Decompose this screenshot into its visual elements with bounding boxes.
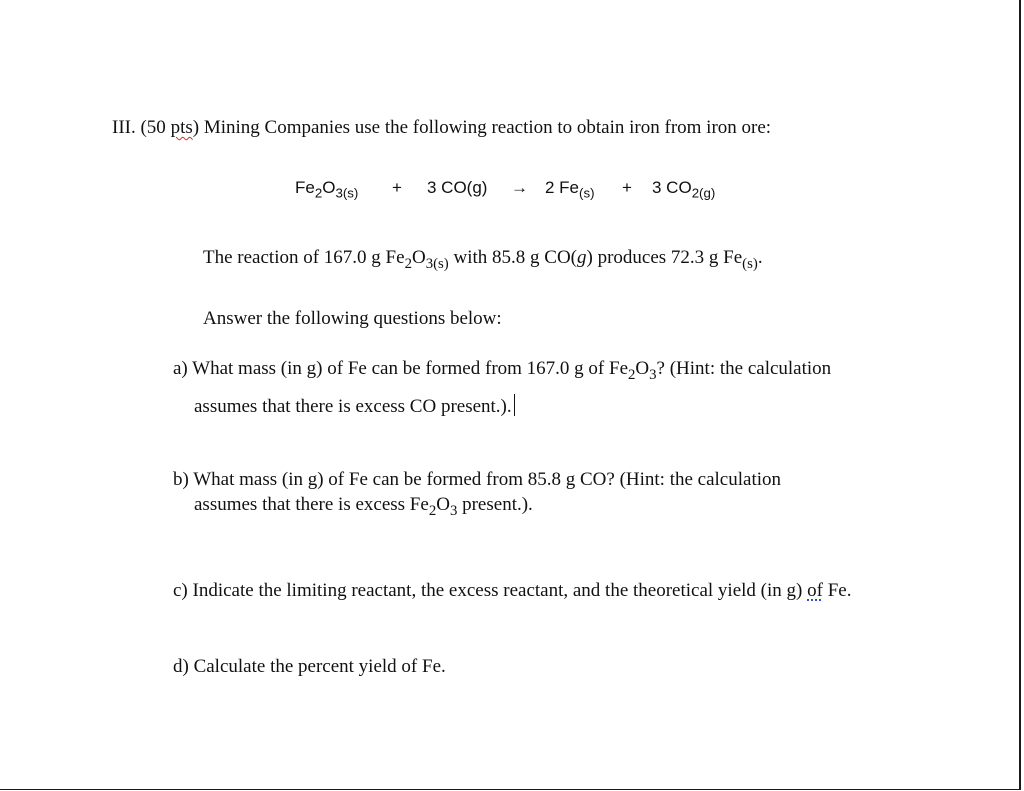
given-data: The reaction of 167.0 g $Fe_2O_{3(s)}$ with 85.8 g CO(g) produces 72.3 g $Fe_{(s)}$.	[203, 247, 763, 273]
pts-misspelled-word: pts	[170, 117, 193, 138]
question-c: c) Indicate the limiting reactant, the excess reactant, and the theoretical yield (in g) of Fe.	[173, 580, 852, 601]
equation-reactant1: $Fe_2O_{3(s)}$	[295, 178, 359, 201]
equation-product1: 2 $Fe_{(s)}$	[545, 178, 595, 201]
equation-reactant2: 3 CO(g)	[427, 178, 488, 197]
question-b-line2: assumes that there is excess $Fe_2O_3$ present.).	[194, 494, 533, 520]
equation-plus-2: +	[622, 178, 632, 197]
problem-title	[112, 117, 771, 139]
question-d: d) Calculate the percent yield of Fe.	[173, 656, 446, 677]
equation-plus-1: +	[392, 178, 402, 197]
title-text: ) Mining Companies use the following reaction to obtain iron from iron ore:	[192, 117, 772, 138]
text-cursor	[514, 394, 515, 416]
question-b-line1: b) What mass (in g) of Fe can be formed from 85.8 g CO? (Hint: the calculation	[173, 469, 782, 490]
instruction-text: Answer the following questions below:	[203, 308, 502, 329]
of-grammar-flag: of	[807, 580, 823, 601]
equation-arrow-icon: →	[511, 178, 528, 197]
question-a-line1: a) What mass (in g) of Fe can be formed from 167.0 g of $Fe_2O_3$? (Hint: the calculation	[173, 358, 832, 384]
title-prefix: III. (50	[112, 117, 171, 138]
question-a-line2[interactable]: assumes that there is excess CO present.).	[194, 394, 515, 418]
equation-product2: 3 $CO_{2(g)}$	[652, 178, 716, 201]
